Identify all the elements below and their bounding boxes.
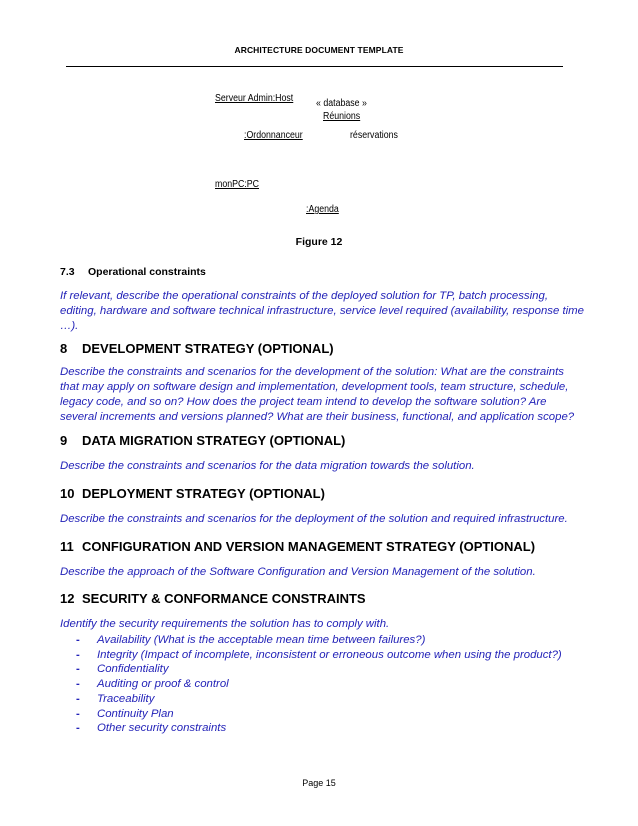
header-divider — [66, 66, 563, 67]
list-item: - Auditing or proof & control — [76, 678, 229, 691]
section-10-text: Describe the constraints and scenarios for the deployment of the solution and required infrastructure. — [60, 513, 568, 525]
list-item: - Continuity Plan — [76, 707, 174, 720]
section-8-text: Describe the constraints and scenarios for the development of the solution: What are the constraints that may apply on software design and implementation, development tools, team structure, schedule, legacy code, and so on? How does the project team intend to develop the software solution? Are several increments and versions planned? What are their business, functional, and application scope? — [60, 366, 575, 423]
diagram-ordonnanceur-component: :Ordonnanceur — [244, 130, 303, 141]
list-item: - Confidentiality — [76, 663, 169, 676]
section-title: SECURITY & CONFORMANCE CONSTRAINTS — [82, 591, 366, 606]
section-7-3-text: If relevant, describe the operational constraints of the deployed solution for TP, batch processing, editing, hardware and software technical infrastructure, service level required (availability, response time …). — [60, 290, 585, 332]
section-10-heading — [60, 486, 325, 501]
section-title: DATA MIGRATION STRATEGY (OPTIONAL) — [82, 433, 346, 448]
section-number: 9 — [60, 433, 68, 448]
bullet-dash: - — [76, 692, 80, 705]
section-number: 10 — [60, 486, 75, 501]
bullet-dash: - — [76, 722, 80, 735]
diagram-monpc-node: monPC:PC — [215, 179, 260, 190]
list-item: - Availability (What is the acceptable mean time between failures?) — [76, 634, 426, 646]
section-number: 7.3 — [60, 266, 75, 278]
section-number: 12 — [60, 591, 75, 606]
list-item: - Traceability — [76, 692, 155, 705]
diagram-reunions-node: Réunions — [323, 111, 361, 122]
diagram-serveur-admin-node: Serveur Admin:Host — [215, 93, 294, 104]
section-11-text: Describe the approach of the Software Configuration and Version Management of the solution. — [60, 566, 536, 578]
section-title: DEVELOPMENT STRATEGY (OPTIONAL) — [82, 341, 334, 356]
bullet-dash: - — [76, 678, 80, 691]
section-title: CONFIGURATION AND VERSION MANAGEMENT STRATEGY (OPTIONAL) — [82, 539, 536, 554]
section-11-heading — [60, 539, 535, 554]
section-12-text: Identify the security requirements the solution has to comply with. — [60, 618, 390, 630]
bullet-dash: - — [76, 634, 80, 646]
section-12-heading — [60, 591, 366, 606]
diagram-database-stereotype: « database » — [316, 98, 367, 109]
diagram-agenda-component: :Agenda — [306, 204, 339, 215]
section-7-3-heading — [60, 266, 206, 278]
page-header-title: ARCHITECTURE DOCUMENT TEMPLATE — [234, 45, 404, 55]
section-number: 11 — [60, 539, 74, 554]
page-number: Page 15 — [302, 778, 336, 788]
section-9-text: Describe the constraints and scenarios for the data migration towards the solution. — [60, 460, 475, 472]
diagram-reservations-label: réservations — [350, 130, 398, 141]
bullet-dash: - — [76, 707, 80, 720]
list-item: - Integrity (Impact of incomplete, inconsistent or erroneous outcome when using the product?) — [76, 648, 562, 661]
bullet-dash: - — [76, 648, 80, 661]
security-requirements-list — [76, 633, 562, 736]
section-title: Operational constraints — [88, 266, 206, 278]
list-item: - Other security constraints — [76, 722, 227, 735]
section-8-heading — [60, 341, 334, 356]
section-9-heading — [60, 433, 345, 448]
section-title: DEPLOYMENT STRATEGY (OPTIONAL) — [82, 486, 325, 501]
bullet-dash: - — [76, 663, 80, 676]
section-number: 8 — [60, 341, 68, 356]
figure-caption: Figure 12 — [295, 236, 343, 248]
